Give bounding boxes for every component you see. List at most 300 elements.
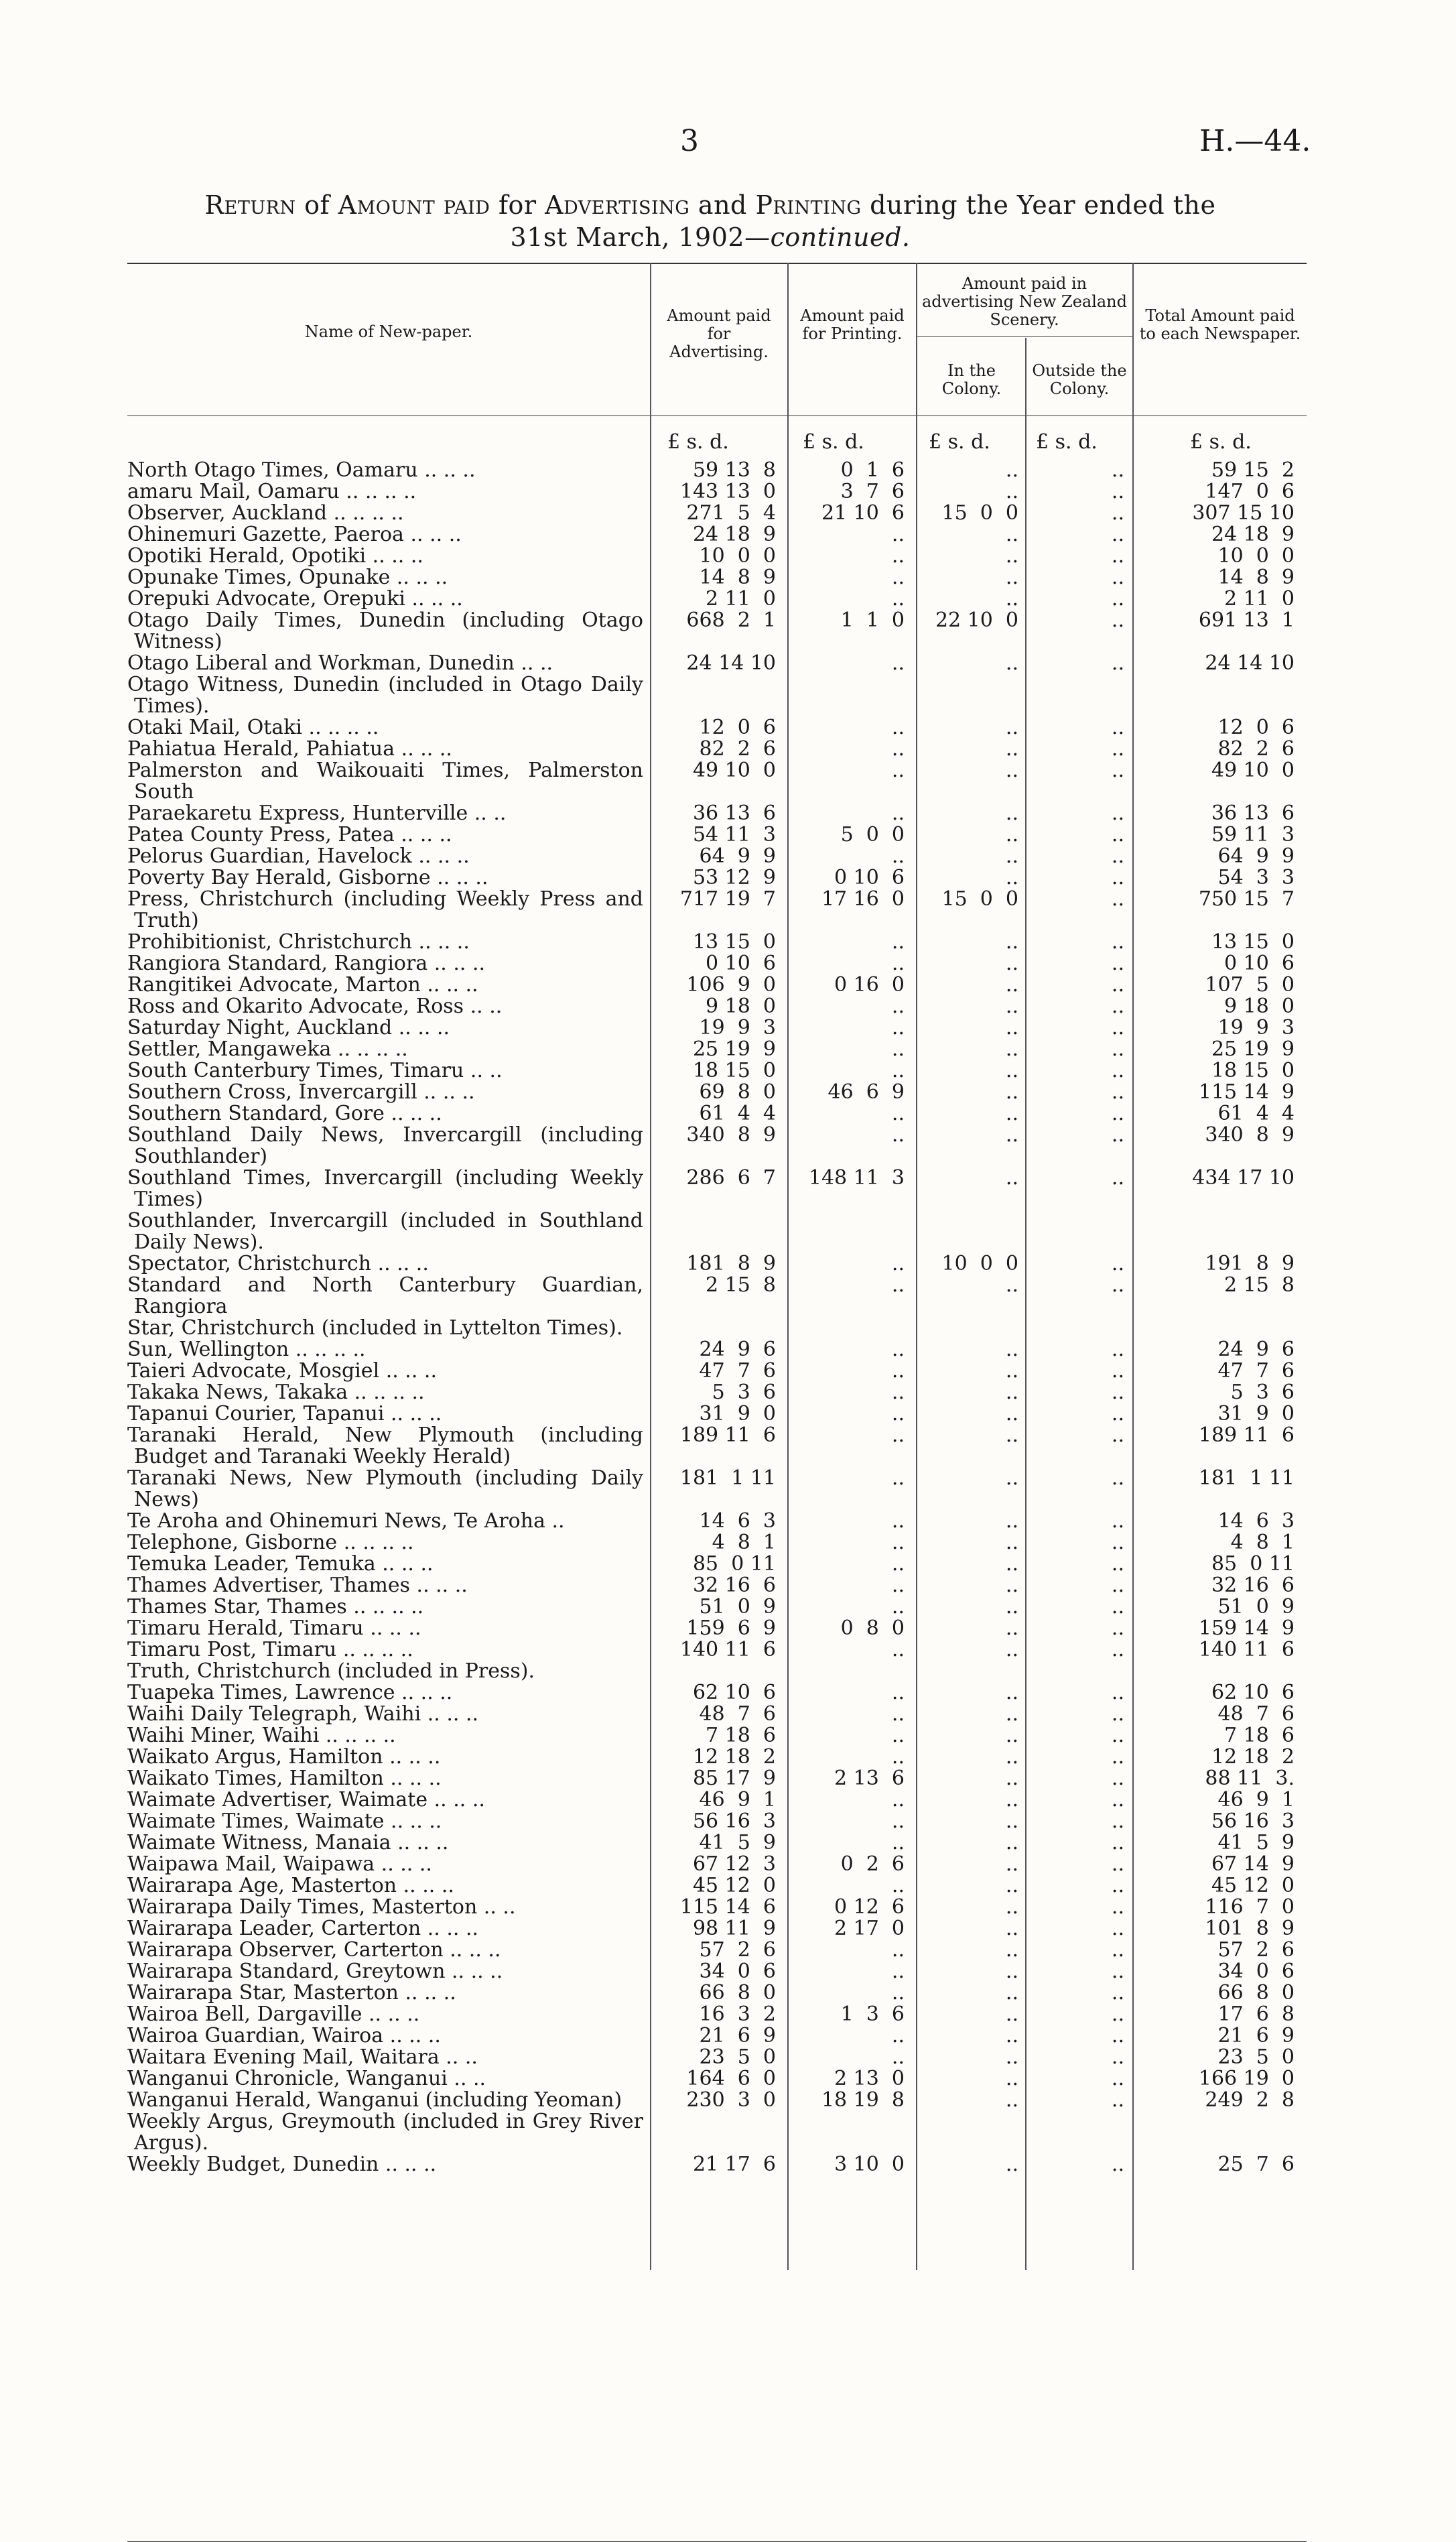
cell-total: 34 0 6 [1217, 1960, 1295, 1983]
cell-in-colony: .. [1005, 1616, 1018, 1640]
table-row [127, 2004, 1307, 2025]
cell-total: 41 5 9 [1217, 1831, 1295, 1854]
cell-advertising: 717 19 7 [679, 887, 776, 911]
table-row [127, 1511, 1307, 1532]
cell-printing: .. [891, 523, 905, 546]
cell-printing: .. [891, 651, 905, 675]
cell-outside-colony: .. [1111, 651, 1124, 675]
cell-advertising: 12 18 2 [692, 1745, 776, 1769]
cell-printing: 0 12 6 [834, 1895, 905, 1919]
cell-total: 24 9 6 [1217, 1338, 1295, 1361]
newspaper-name: Pelorus Guardian, Havelock .. .. .. [127, 844, 470, 868]
cell-in-colony: .. [1005, 523, 1018, 546]
table-row [127, 1918, 1307, 1940]
cell-in-colony: .. [1005, 2003, 1018, 2026]
newspaper-name: Sun, Wellington .. .. .. .. [127, 1338, 366, 1361]
cell-printing: .. [891, 1724, 905, 1747]
cell-printing: .. [891, 1531, 905, 1554]
cell-outside-colony: .. [1111, 2003, 1124, 2026]
cell-in-colony: .. [1005, 2045, 1018, 2069]
cell-outside-colony: .. [1111, 1338, 1124, 1361]
cell-outside-colony: .. [1111, 1595, 1124, 1618]
cell-advertising: 64 9 9 [699, 844, 776, 868]
table-row [127, 2111, 1307, 2154]
cell-outside-colony: .. [1111, 2088, 1124, 2112]
cell-total: 88 11 3. [1205, 1767, 1295, 1790]
cell-in-colony: .. [1005, 1981, 1018, 2005]
newspaper-name: Wairoa Bell, Dargaville .. .. .. [127, 2003, 420, 2026]
cell-printing: .. [891, 1681, 905, 1704]
cell-total: 85 0 11 [1211, 1552, 1295, 1576]
cell-advertising: 7 18 6 [706, 1724, 776, 1747]
newspaper-name: Wairarapa Observer, Carterton .. .. .. [127, 1938, 501, 1962]
cell-advertising: 69 8 0 [699, 1080, 776, 1104]
cell-printing: 2 13 0 [834, 2067, 905, 2090]
title-date: 31st March, 1902— [510, 223, 771, 252]
table-row [127, 1318, 1307, 1339]
newspaper-name: amaru Mail, Oamaru .. .. .. .. [127, 480, 417, 503]
table-row [127, 674, 1307, 717]
cell-total: 189 11 6 [1198, 1423, 1295, 1447]
cell-total: 24 18 9 [1211, 523, 1295, 546]
table-row [127, 717, 1307, 739]
unit-label: £ s. d. [1190, 430, 1252, 454]
cell-printing: 0 16 0 [834, 973, 905, 997]
newspaper-name: Wanganui Chronicle, Wanganui .. .. [127, 2067, 486, 2090]
scenery-subheader-rule [916, 336, 1132, 337]
cell-total: 66 8 0 [1217, 1981, 1295, 2005]
table-row [127, 1725, 1307, 1746]
page-number: 3 [680, 124, 699, 158]
cell-in-colony: .. [1005, 1745, 1018, 1769]
cell-in-colony: .. [1005, 1681, 1018, 1704]
cell-advertising: 16 3 2 [699, 2003, 776, 2026]
unit-label: £ s. d. [803, 430, 864, 454]
cell-printing: .. [891, 1102, 905, 1125]
cell-advertising: 56 16 3 [692, 1809, 776, 1833]
cell-printing: .. [891, 1037, 905, 1061]
table-row [127, 867, 1307, 889]
cell-in-colony: .. [1005, 1338, 1018, 1361]
cell-advertising: 49 10 0 [692, 759, 776, 782]
table-row [127, 1532, 1307, 1553]
table-row [127, 1382, 1307, 1403]
table-row [127, 1811, 1307, 1832]
newspaper-name: Waikato Argus, Hamilton .. .. .. [127, 1745, 441, 1769]
cell-total: 10 0 0 [1217, 544, 1295, 568]
newspaper-name: Press, Christchurch (including Weekly Press and Truth) [127, 887, 643, 932]
cell-printing: .. [891, 1831, 905, 1854]
cell-in-colony: 15 0 0 [941, 887, 1018, 911]
cell-in-colony: .. [1005, 1123, 1018, 1147]
newspaper-name: Observer, Auckland .. .. .. .. [127, 501, 404, 525]
cell-total: 116 7 0 [1205, 1895, 1295, 1919]
cell-total: 51 0 9 [1217, 1595, 1295, 1618]
newspaper-name: Patea County Press, Patea .. .. .. [127, 823, 452, 846]
table-row [127, 2068, 1307, 2090]
cell-printing: .. [891, 1981, 905, 2005]
cell-total: 5 3 6 [1230, 1381, 1295, 1404]
table-row [127, 1167, 1307, 1210]
cell-outside-colony: .. [1111, 1681, 1124, 1704]
newspaper-name: Southlander, Invercargill (included in Southland Daily News). [127, 1209, 643, 1254]
table-row [127, 760, 1307, 803]
cell-advertising: 668 2 1 [686, 609, 776, 632]
cell-outside-colony: .. [1111, 1767, 1124, 1790]
cell-total: 49 10 0 [1211, 759, 1295, 782]
newspaper-name: Telephone, Gisborne .. .. .. .. [127, 1531, 414, 1554]
table-row [127, 1768, 1307, 1789]
cell-outside-colony: .. [1111, 1423, 1124, 1447]
cell-total: 166 19 0 [1198, 2067, 1295, 2090]
newspaper-name: Poverty Bay Herald, Gisborne .. .. .. [127, 866, 488, 889]
title-continued: continued. [770, 223, 911, 252]
newspaper-name: Waimate Witness, Manaia .. .. .. [127, 1831, 449, 1854]
cell-advertising: 159 6 9 [686, 1616, 776, 1640]
cell-advertising: 59 13 8 [692, 458, 776, 482]
title-line-1 [121, 189, 1300, 221]
cell-outside-colony: .. [1111, 1574, 1124, 1597]
newspaper-name: Rangiora Standard, Rangiora .. .. .. [127, 952, 486, 975]
table-row [127, 481, 1307, 503]
table-row [127, 1339, 1307, 1360]
table-row [127, 1039, 1307, 1060]
cell-printing: 0 1 6 [840, 458, 905, 482]
table-row [127, 1618, 1307, 1639]
cell-outside-colony: .. [1111, 1102, 1124, 1125]
cell-outside-colony: .. [1111, 1831, 1124, 1854]
cell-in-colony: .. [1005, 1102, 1018, 1125]
table-row [127, 1060, 1307, 1082]
cell-outside-colony: .. [1111, 2067, 1124, 2090]
newspaper-name: Waimate Times, Waimate .. .. .. [127, 1809, 442, 1833]
table-row [127, 1982, 1307, 2004]
page-header [0, 124, 1456, 164]
newspaper-name: Te Aroha and Ohinemuri News, Te Aroha .. [127, 1509, 565, 1533]
cell-in-colony: .. [1005, 1852, 1018, 1876]
table-row [127, 1832, 1307, 1854]
cell-total: 2 11 0 [1224, 587, 1295, 611]
newspaper-name: Waitara Evening Mail, Waitara .. .. [127, 2045, 478, 2069]
cell-total: 48 7 6 [1217, 1702, 1295, 1726]
cell-in-colony: .. [1005, 973, 1018, 997]
cell-printing: .. [891, 1381, 905, 1404]
cell-total: 9 18 0 [1224, 995, 1295, 1018]
table-row [127, 1275, 1307, 1318]
newspaper-name: Wairarapa Star, Masterton .. .. .. [127, 1981, 456, 2005]
newspaper-name: Southern Cross, Invercargill .. .. .. [127, 1080, 475, 1104]
table-row [127, 1596, 1307, 1618]
table-row [127, 1746, 1307, 1768]
table-row [127, 2154, 1307, 2175]
column-header-printing: Amount paid for Printing. [800, 306, 905, 343]
cell-printing: .. [891, 802, 905, 825]
newspaper-name: Weekly Budget, Dunedin .. .. .. [127, 2153, 437, 2176]
cell-in-colony: .. [1005, 930, 1018, 954]
page-title [121, 189, 1300, 253]
cell-total: 691 13 1 [1198, 609, 1295, 632]
cell-advertising: 115 14 6 [679, 1895, 776, 1919]
cell-outside-colony: .. [1111, 523, 1124, 546]
cell-outside-colony: .. [1111, 1616, 1124, 1640]
cell-total: 25 7 6 [1217, 2153, 1295, 2176]
cell-in-colony: .. [1005, 458, 1018, 482]
cell-outside-colony: .. [1111, 480, 1124, 503]
cell-in-colony: .. [1005, 587, 1018, 611]
cell-outside-colony: .. [1111, 1745, 1124, 1769]
cell-total: 82 2 6 [1217, 737, 1295, 761]
table-row [127, 1082, 1307, 1103]
cell-advertising: 23 5 0 [699, 2045, 776, 2069]
cell-outside-colony: .. [1111, 1059, 1124, 1082]
cell-in-colony: .. [1005, 651, 1018, 675]
cell-advertising: 66 8 0 [699, 1981, 776, 2005]
cell-outside-colony: .. [1111, 1402, 1124, 1425]
cell-printing: .. [891, 1938, 905, 1962]
table-row [127, 1553, 1307, 1575]
newspaper-name: South Canterbury Times, Timaru .. .. [127, 1059, 503, 1082]
cell-in-colony: .. [1005, 1016, 1018, 1039]
cell-outside-colony: .. [1111, 2045, 1124, 2069]
cell-advertising: 189 11 6 [679, 1423, 776, 1447]
cell-advertising: 46 9 1 [699, 1788, 776, 1812]
newspaper-name: Southland Daily News, Invercargill (including Southlander) [127, 1123, 643, 1168]
cell-in-colony: 22 10 0 [935, 609, 1018, 632]
newspaper-name: Wairarapa Standard, Greytown .. .. .. [127, 1960, 503, 1983]
cell-total: 31 9 0 [1217, 1402, 1295, 1425]
cell-in-colony: .. [1005, 1381, 1018, 1404]
cell-in-colony: .. [1005, 1724, 1018, 1747]
cell-total: 181 1 11 [1198, 1466, 1295, 1490]
cell-outside-colony: .. [1111, 995, 1124, 1018]
cell-printing: 2 13 6 [834, 1767, 905, 1790]
cell-advertising: 230 3 0 [686, 2088, 776, 2112]
newspaper-name: Settler, Mangaweka .. .. .. .. [127, 1037, 408, 1061]
title-word: during the Year ended the [861, 190, 1216, 220]
table-row [127, 567, 1307, 588]
cell-printing: .. [891, 1509, 905, 1533]
newspaper-name: Weekly Argus, Greymouth (included in Grey River Argus). [127, 2110, 643, 2155]
table-row [127, 996, 1307, 1017]
newspaper-name: North Otago Times, Oamaru .. .. .. [127, 458, 476, 482]
cell-printing: .. [891, 1016, 905, 1039]
newspaper-name: Pahiatua Herald, Pahiatua .. .. .. [127, 737, 452, 761]
cell-printing: 3 7 6 [840, 480, 905, 503]
cell-in-colony: .. [1005, 1080, 1018, 1104]
newspaper-name: Taranaki News, New Plymouth (including Daily News) [127, 1466, 643, 1511]
cell-in-colony: .. [1005, 1552, 1018, 1576]
cell-outside-colony: .. [1111, 587, 1124, 611]
column-header-in-colony: In the Colony. [941, 361, 1002, 398]
cell-outside-colony: .. [1111, 823, 1124, 846]
newspaper-name: Paraekaretu Express, Hunterville .. .. [127, 802, 507, 825]
newspaper-name: Otago Daily Times, Dunedin (including Otago Witness) [127, 609, 643, 653]
cell-total: 115 14 9 [1198, 1080, 1295, 1104]
cell-advertising: 164 6 0 [686, 2067, 776, 2090]
table-row [127, 1961, 1307, 1982]
cell-printing: 5 0 0 [840, 823, 905, 846]
table-top-rule [127, 263, 1307, 264]
newspaper-name: Opotiki Herald, Opotiki .. .. .. [127, 544, 423, 568]
cell-in-colony: .. [1005, 1638, 1018, 1661]
newspaper-name: Prohibitionist, Christchurch .. .. .. [127, 930, 470, 954]
cell-printing: 0 10 6 [834, 866, 905, 889]
cell-in-colony: .. [1005, 1402, 1018, 1425]
cell-advertising: 21 6 9 [699, 2024, 776, 2047]
title-word: of [295, 190, 338, 220]
cell-advertising: 12 0 6 [699, 716, 776, 739]
cell-in-colony: .. [1005, 1166, 1018, 1190]
cell-advertising: 36 13 6 [692, 802, 776, 825]
cell-advertising: 5 3 6 [712, 1381, 776, 1404]
cell-printing: .. [891, 1874, 905, 1897]
unit-label: £ s. d. [667, 430, 729, 454]
cell-total: 17 6 8 [1217, 2003, 1295, 2026]
cell-total: 32 16 6 [1211, 1574, 1295, 1597]
cell-printing: .. [891, 1745, 905, 1769]
newspaper-name: Timaru Post, Timaru .. .. .. .. [127, 1638, 413, 1661]
newspaper-name: Southern Standard, Gore .. .. .. [127, 1102, 442, 1125]
newspaper-name: Ohinemuri Gazette, Paeroa .. .. .. [127, 523, 462, 546]
cell-outside-colony: .. [1111, 1895, 1124, 1919]
cell-total: 45 12 0 [1211, 1874, 1295, 1897]
table-row [127, 1575, 1307, 1596]
cell-advertising: 54 11 3 [692, 823, 776, 846]
cell-total: 750 15 7 [1198, 887, 1295, 911]
cell-printing: 0 8 0 [840, 1616, 905, 1640]
cell-total: 191 8 9 [1205, 1252, 1295, 1275]
cell-in-colony: .. [1005, 995, 1018, 1018]
cell-outside-colony: .. [1111, 1080, 1124, 1104]
cell-outside-colony: .. [1111, 1037, 1124, 1061]
cell-total: 4 8 1 [1230, 1531, 1295, 1554]
table-row [127, 524, 1307, 546]
cell-outside-colony: .. [1111, 716, 1124, 739]
table-row [127, 2047, 1307, 2068]
cell-advertising: 13 15 0 [692, 930, 776, 954]
report-reference: H.—44. [1199, 124, 1311, 158]
cell-in-colony: .. [1005, 737, 1018, 761]
cell-advertising: 31 9 0 [699, 1402, 776, 1425]
cell-in-colony: .. [1005, 1767, 1018, 1790]
table-row [127, 846, 1307, 867]
cell-printing: 1 3 6 [840, 2003, 905, 2026]
title-word: Amount paid [338, 190, 490, 220]
cell-outside-colony: .. [1111, 1788, 1124, 1812]
cell-advertising: 85 0 11 [692, 1552, 776, 1576]
cell-total: 14 8 9 [1217, 566, 1295, 589]
newspaper-name: Truth, Christchurch (included in Press). [127, 1659, 535, 1683]
cell-outside-colony: .. [1111, 1016, 1124, 1039]
cell-outside-colony: .. [1111, 2024, 1124, 2047]
table-row [127, 1639, 1307, 1661]
column-header-outside-colony: Outside the Colony. [1032, 361, 1127, 398]
cell-printing: 1 1 0 [840, 609, 905, 632]
cell-printing: .. [891, 1702, 905, 1726]
cell-total: 159 14 9 [1198, 1616, 1295, 1640]
cell-advertising: 140 11 6 [679, 1638, 776, 1661]
newspaper-name: Star, Christchurch (included in Lyttelton Times). [127, 1316, 623, 1340]
cell-total: 140 11 6 [1198, 1638, 1295, 1661]
cell-total: 7 18 6 [1224, 1724, 1295, 1747]
table-body [127, 460, 1307, 2175]
cell-in-colony: .. [1005, 1595, 1018, 1618]
cell-in-colony: .. [1005, 844, 1018, 868]
column-header-total: Total Amount paid to each Newspaper. [1139, 306, 1301, 343]
table-row [127, 953, 1307, 974]
cell-printing: .. [891, 566, 905, 589]
cell-in-colony: .. [1005, 802, 1018, 825]
cell-in-colony: .. [1005, 2024, 1018, 2047]
cell-printing: 0 2 6 [840, 1852, 905, 1876]
cell-in-colony: .. [1005, 1938, 1018, 1962]
cell-in-colony: .. [1005, 1895, 1018, 1919]
newspaper-name: Orepuki Advocate, Orepuki .. .. .. [127, 587, 463, 611]
cell-advertising: 24 14 10 [686, 651, 776, 675]
table-row [127, 460, 1307, 481]
newspaper-name: Temuka Leader, Temuka .. .. .. [127, 1552, 434, 1576]
table-row [127, 1854, 1307, 1875]
cell-in-colony: .. [1005, 1509, 1018, 1533]
table-row [127, 1253, 1307, 1275]
table-row [127, 1403, 1307, 1425]
cell-in-colony: .. [1005, 1874, 1018, 1897]
newspaper-name: Wairarapa Leader, Carterton .. .. .. [127, 1917, 479, 1940]
cell-advertising: 98 11 9 [692, 1917, 776, 1940]
cell-advertising: 2 15 8 [706, 1273, 776, 1297]
cell-printing: .. [891, 844, 905, 868]
newspaper-name: Takaka News, Takaka .. .. .. .. [127, 1381, 425, 1404]
cell-advertising: 0 10 6 [706, 952, 776, 975]
cell-total: 64 9 9 [1217, 844, 1295, 868]
unit-label: £ s. d. [929, 430, 990, 454]
cell-advertising: 19 9 3 [699, 1016, 776, 1039]
cell-printing: 17 16 0 [821, 887, 905, 911]
newspaper-name: Wanganui Herald, Wanganui (including Yeoman) [127, 2088, 622, 2112]
title-word: Printing [755, 190, 862, 220]
cell-outside-colony: .. [1111, 1273, 1124, 1297]
cell-in-colony: .. [1005, 2088, 1018, 2112]
cell-printing: .. [891, 544, 905, 568]
cell-advertising: 48 7 6 [699, 1702, 776, 1726]
cell-in-colony: .. [1005, 1531, 1018, 1554]
cell-printing: .. [891, 587, 905, 611]
cell-outside-colony: .. [1111, 1531, 1124, 1554]
newspaper-name: Timaru Herald, Timaru .. .. .. [127, 1616, 421, 1640]
cell-total: 249 2 8 [1205, 2088, 1295, 2112]
table-row [127, 1103, 1307, 1125]
cell-outside-colony: .. [1111, 952, 1124, 975]
newspaper-name: Otago Witness, Dunedin (included in Otago Daily Times). [127, 673, 643, 718]
table-row [127, 824, 1307, 846]
cell-printing: .. [891, 716, 905, 739]
newspaper-name: Waihi Miner, Waihi .. .. .. .. [127, 1724, 396, 1747]
cell-outside-colony: .. [1111, 973, 1124, 997]
cell-in-colony: .. [1005, 759, 1018, 782]
cell-in-colony: .. [1005, 1059, 1018, 1082]
newspaper-name: Thames Advertiser, Thames .. .. .. [127, 1574, 468, 1597]
table-row [127, 1897, 1307, 1918]
cell-outside-colony: .. [1111, 1466, 1124, 1490]
cell-printing: 46 6 9 [828, 1080, 905, 1104]
cell-advertising: 10 0 0 [699, 544, 776, 568]
title-word: and [689, 190, 756, 220]
cell-in-colony: .. [1005, 1831, 1018, 1854]
cell-outside-colony: .. [1111, 1166, 1124, 1190]
cell-in-colony: .. [1005, 1809, 1018, 1833]
cell-printing: .. [891, 1960, 905, 1983]
cell-advertising: 18 15 0 [692, 1059, 776, 1082]
